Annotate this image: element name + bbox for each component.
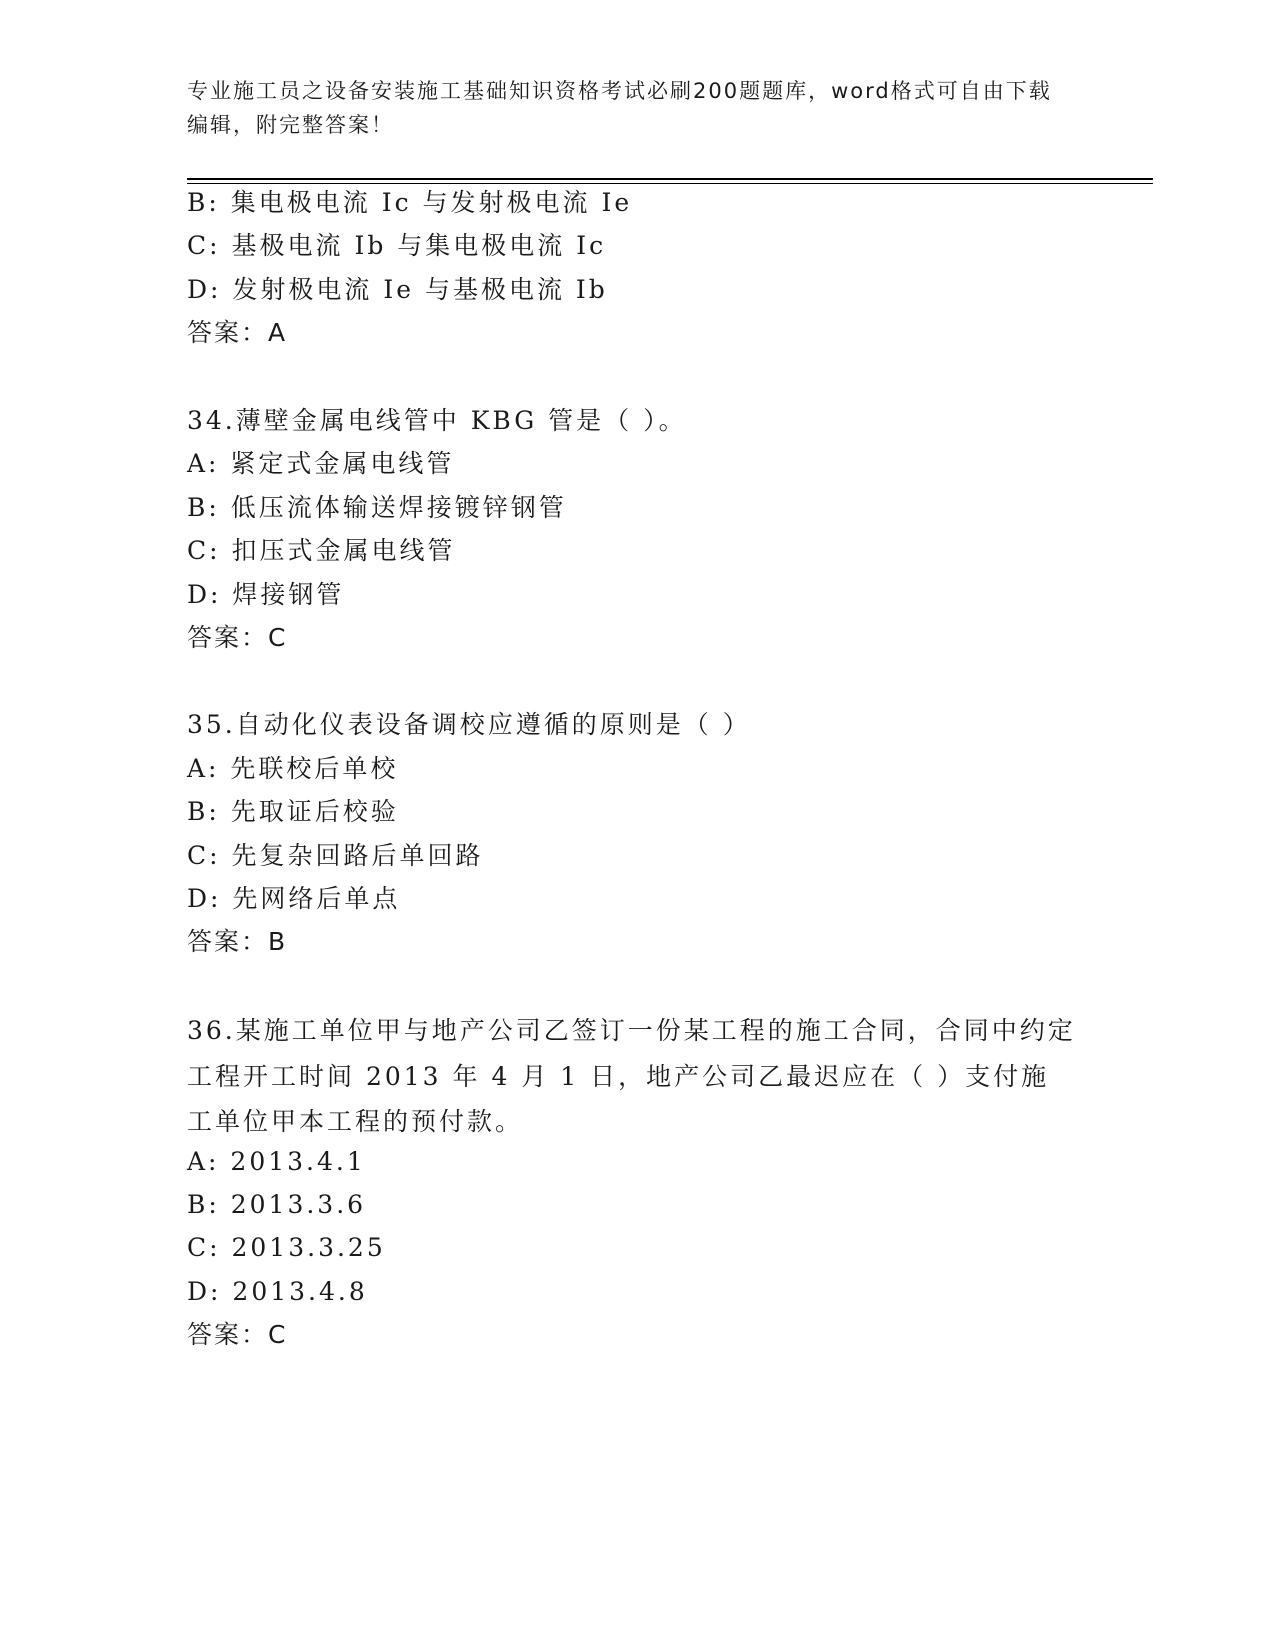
q33-option-c: C: 基极电流 Ib 与集电极电流 Ic <box>187 231 607 260</box>
q33-option-b: B: 集电极电流 Ic 与发射极电流 Ie <box>187 188 633 217</box>
q34-answer: 答案：C <box>187 623 288 652</box>
q35-option-d: D: 先网络后单点 <box>187 884 401 913</box>
q36-option-b: B: 2013.3.6 <box>187 1190 367 1219</box>
q35-answer: 答案：B <box>187 927 288 956</box>
header-divider-thick <box>187 178 1153 180</box>
q35-option-c: C: 先复杂回路后单回路 <box>187 841 484 870</box>
document-header: 专业施工员之设备安装施工基础知识资格考试必刷200题题库，word格式可自由下载编辑，附完整答案！ <box>187 79 1052 137</box>
q36-answer: 答案：C <box>187 1320 288 1349</box>
q34-option-b: B: 低压流体输送焊接镀锌钢管 <box>187 493 567 522</box>
q35-stem: 35.自动化仪表设备调校应遵循的原则是（ ） <box>187 710 751 739</box>
q35-option-a: A: 先联校后单校 <box>187 754 399 783</box>
q36-stem: 36.某施工单位甲与地产公司乙签订一份某工程的施工合同，合同中约定工程开工时间 2013 年 4 月 1 日，地产公司乙最迟应在（ ）支付施工单位甲本工程的预付款。 <box>187 1016 1076 1136</box>
q35-option-b: B: 先取证后校验 <box>187 797 399 826</box>
q36-option-c: C: 2013.3.25 <box>187 1233 386 1262</box>
q36-option-d: D: 2013.4.8 <box>187 1277 368 1306</box>
q33-option-d: D: 发射极电流 Ie 与基极电流 Ib <box>187 275 608 304</box>
q34-option-a: A: 紧定式金属电线管 <box>187 449 455 478</box>
q34-option-c: C: 扣压式金属电线管 <box>187 536 456 565</box>
q36-option-a: A: 2013.4.1 <box>187 1147 366 1176</box>
q33-answer: 答案：A <box>187 318 288 347</box>
q34-option-d: D: 焊接钢管 <box>187 580 345 609</box>
q34-stem: 34.薄壁金属电线管中 KBG 管是（ ）。 <box>187 406 687 435</box>
